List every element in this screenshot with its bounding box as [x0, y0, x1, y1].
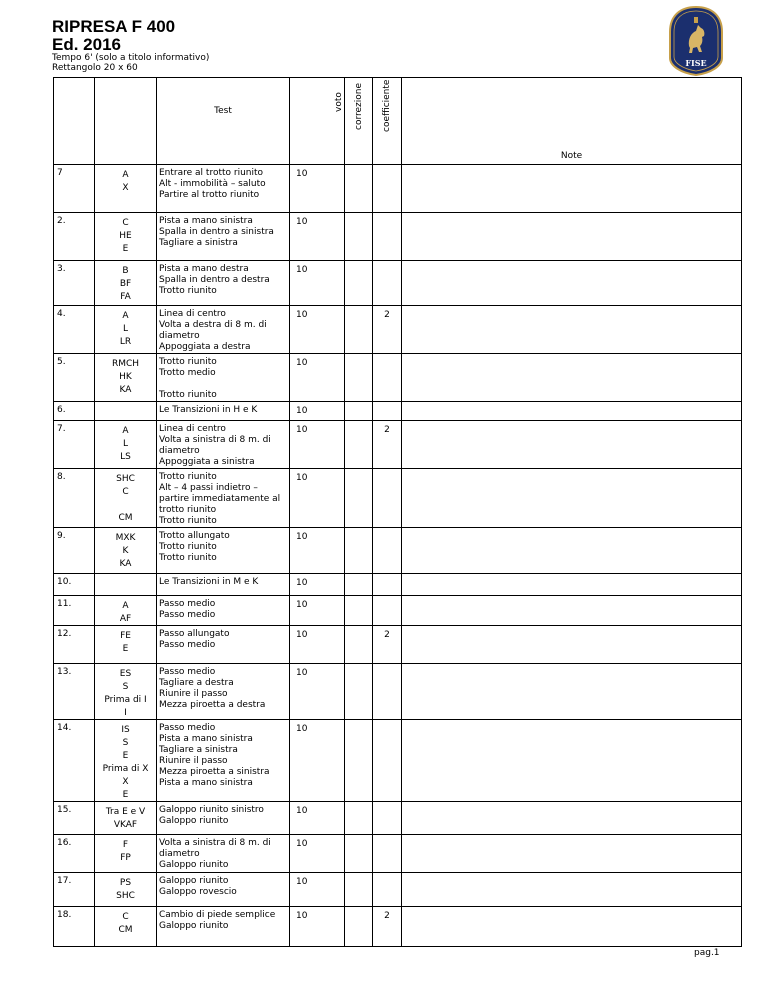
- row-position: [95, 261, 157, 306]
- position-label: [95, 498, 156, 511]
- position-label: HE: [119, 231, 132, 241]
- row-test: [157, 835, 290, 873]
- row-correzione: [345, 421, 373, 469]
- row-test: [157, 907, 290, 947]
- row-coefficiente: [373, 354, 402, 402]
- header-pos-cell: [95, 78, 157, 165]
- row-voto: 10: [290, 528, 345, 574]
- row-correzione: [345, 802, 373, 835]
- row-number: 15.: [54, 802, 95, 835]
- test-line: Pista a mano sinistra: [159, 734, 253, 744]
- row-note: [402, 469, 742, 528]
- row-position: [95, 354, 157, 402]
- position-label: A: [122, 170, 129, 180]
- test-line: Trotto riunito: [159, 286, 217, 296]
- position-label: AF: [119, 614, 132, 624]
- row-coefficiente: [373, 664, 402, 720]
- test-line: Spalla in dentro a sinistra: [159, 227, 274, 237]
- row-voto: 10: [290, 802, 345, 835]
- position-label: E: [122, 244, 129, 254]
- title-line-1: RIPRESA F 400: [52, 17, 176, 36]
- table-row: [54, 213, 742, 261]
- row-correzione: [345, 873, 373, 907]
- position-label: E: [122, 751, 129, 761]
- row-note: [402, 626, 742, 664]
- test-line: Alt - immobilità – saluto: [159, 179, 266, 189]
- row-number: 6.: [54, 402, 95, 421]
- row-note: [402, 873, 742, 907]
- row-number: 13.: [54, 664, 95, 720]
- row-coefficiente: 2: [373, 306, 402, 354]
- row-correzione: [345, 596, 373, 626]
- row-number: 10.: [54, 574, 95, 596]
- row-number: 4.: [54, 306, 95, 354]
- test-line: Galoppo riunito: [159, 816, 229, 826]
- row-test: [157, 165, 290, 213]
- row-test: [157, 626, 290, 664]
- test-line: partire immediatamente al: [159, 494, 281, 504]
- row-correzione: [345, 402, 373, 421]
- position-label: A: [122, 311, 129, 321]
- row-position: [95, 469, 157, 528]
- row-note: [402, 720, 742, 802]
- row-voto: 10: [290, 626, 345, 664]
- table-row: [54, 626, 742, 664]
- row-number: 12.: [54, 626, 95, 664]
- position-label: C: [122, 218, 129, 228]
- row-note: [402, 835, 742, 873]
- position-label: S: [122, 738, 129, 748]
- test-line: diametro: [159, 331, 200, 341]
- fise-logo: [667, 6, 725, 76]
- test-line: Tagliare a destra: [159, 678, 234, 688]
- position-label: C: [122, 912, 129, 922]
- test-line: Riunire il passo: [159, 756, 228, 766]
- test-line: Galoppo riunito: [159, 876, 229, 886]
- row-voto: 10: [290, 402, 345, 421]
- row-correzione: [345, 720, 373, 802]
- test-line: Galoppo rovescio: [159, 887, 237, 897]
- row-note: [402, 596, 742, 626]
- row-correzione: [345, 574, 373, 596]
- row-number: 5.: [54, 354, 95, 402]
- row-coefficiente: [373, 469, 402, 528]
- row-position: [95, 528, 157, 574]
- row-correzione: [345, 261, 373, 306]
- row-test: [157, 306, 290, 354]
- row-note: [402, 421, 742, 469]
- row-note: [402, 528, 742, 574]
- row-note: [402, 574, 742, 596]
- row-voto: 10: [290, 596, 345, 626]
- position-label: LR: [119, 337, 132, 347]
- row-number: 3.: [54, 261, 95, 306]
- row-note: [402, 261, 742, 306]
- row-note: [402, 802, 742, 835]
- table-row: [54, 873, 742, 907]
- row-coefficiente: [373, 873, 402, 907]
- row-correzione: [345, 664, 373, 720]
- row-voto: 10: [290, 720, 345, 802]
- row-position: [95, 873, 157, 907]
- position-label: MXK: [115, 533, 136, 543]
- position-label: LS: [120, 452, 131, 462]
- position-label: CM: [118, 513, 133, 523]
- row-voto: 10: [290, 907, 345, 947]
- test-line: Passo medio: [159, 667, 216, 677]
- position-label: E: [122, 790, 129, 800]
- page-title: [52, 18, 175, 54]
- row-number: 9.: [54, 528, 95, 574]
- test-line: Galoppo riunito: [159, 860, 229, 870]
- position-label: FA: [120, 292, 131, 302]
- header-correzione: [345, 78, 373, 165]
- row-voto: 10: [290, 165, 345, 213]
- test-line: [159, 379, 287, 390]
- position-label: L: [122, 324, 128, 334]
- test-line: Cambio di piede semplice: [159, 910, 276, 920]
- test-line: Trotto riunito: [159, 357, 217, 367]
- row-test: [157, 596, 290, 626]
- row-number: 16.: [54, 835, 95, 873]
- position-label: F: [122, 840, 129, 850]
- table-row: [54, 469, 742, 528]
- subtitle-line-1: Tempo 6' (solo a titolo informativo): [52, 53, 210, 63]
- row-correzione: [345, 835, 373, 873]
- row-position: [95, 802, 157, 835]
- test-line: Trotto riunito: [159, 472, 217, 482]
- position-label: ES: [119, 669, 132, 679]
- row-number: 2.: [54, 213, 95, 261]
- test-line: Appoggiata a sinistra: [159, 457, 255, 467]
- test-line: Linea di centro: [159, 309, 226, 319]
- row-voto: 10: [290, 213, 345, 261]
- position-label: IS: [121, 725, 130, 735]
- row-voto: 10: [290, 261, 345, 306]
- position-label: BF: [119, 279, 132, 289]
- position-label: X: [122, 183, 129, 193]
- test-line: Partire al trotto riunito: [159, 190, 260, 200]
- header-coefficiente: [373, 78, 402, 165]
- test-line: Galoppo riunito: [159, 921, 229, 931]
- row-note: [402, 402, 742, 421]
- row-test: [157, 802, 290, 835]
- row-correzione: [345, 165, 373, 213]
- position-label: PS: [119, 878, 132, 888]
- row-position: [95, 720, 157, 802]
- row-number: 17.: [54, 873, 95, 907]
- row-test: [157, 664, 290, 720]
- row-coefficiente: 2: [373, 907, 402, 947]
- test-line: Tagliare a sinistra: [159, 238, 238, 248]
- test-line: Alt – 4 passi indietro –: [159, 483, 258, 493]
- test-line: Le Transizioni in M e K: [159, 577, 259, 587]
- test-line: Volta a destra di 8 m. di: [159, 320, 267, 330]
- row-number: 8.: [54, 469, 95, 528]
- test-line: Passo medio: [159, 723, 216, 733]
- table-row: [54, 720, 742, 802]
- row-coefficiente: [373, 402, 402, 421]
- test-line: Spalla in dentro a destra: [159, 275, 270, 285]
- row-position: [95, 421, 157, 469]
- position-label: CM: [118, 925, 133, 935]
- position-label: K: [122, 546, 129, 556]
- row-voto: 10: [290, 469, 345, 528]
- row-coefficiente: [373, 528, 402, 574]
- row-number: 18.: [54, 907, 95, 947]
- position-label: FE: [120, 631, 131, 641]
- header-note: Note: [402, 78, 742, 165]
- table-row: [54, 421, 742, 469]
- table-row: [54, 261, 742, 306]
- position-label: SHC: [116, 474, 135, 484]
- test-line: Mezza piroetta a destra: [159, 700, 266, 710]
- test-line: Trotto riunito: [159, 390, 217, 400]
- row-position: [95, 165, 157, 213]
- test-line: Entrare al trotto riunito: [159, 168, 264, 178]
- row-correzione: [345, 907, 373, 947]
- row-test: [157, 354, 290, 402]
- test-line: Pista a mano sinistra: [159, 778, 253, 788]
- test-line: Trotto allungato: [159, 531, 230, 541]
- row-test: [157, 873, 290, 907]
- position-label: Tra E e V: [105, 807, 146, 817]
- row-coefficiente: [373, 165, 402, 213]
- table-row: [54, 596, 742, 626]
- position-label: C: [122, 487, 129, 497]
- position-label: KA: [119, 559, 132, 569]
- row-test: [157, 574, 290, 596]
- title-line-2: Ed. 2016: [52, 35, 121, 54]
- row-number: 14.: [54, 720, 95, 802]
- row-position: [95, 596, 157, 626]
- row-correzione: [345, 528, 373, 574]
- row-coefficiente: 2: [373, 626, 402, 664]
- row-position: [95, 835, 157, 873]
- test-line: Pista a mano destra: [159, 264, 249, 274]
- row-number: 7.: [54, 421, 95, 469]
- row-coefficiente: [373, 213, 402, 261]
- page-number: pag.1: [694, 948, 720, 958]
- test-line: Passo allungato: [159, 629, 230, 639]
- test-line: diametro: [159, 446, 200, 456]
- position-label: E: [122, 644, 129, 654]
- test-line: Pista a mano sinistra: [159, 216, 253, 226]
- position-label: RMCH: [111, 359, 140, 369]
- row-note: [402, 907, 742, 947]
- position-label: A: [122, 601, 129, 611]
- position-label: L: [122, 439, 128, 449]
- test-line: Le Transizioni in H e K: [159, 405, 258, 415]
- table-row: [54, 664, 742, 720]
- table-header-row: [54, 78, 742, 165]
- table-row: [54, 907, 742, 947]
- test-line: Mezza piroetta a sinistra: [159, 767, 270, 777]
- header-coefficiente-label: coefficiente: [382, 79, 392, 132]
- row-position: [95, 664, 157, 720]
- position-label: FP: [120, 853, 131, 863]
- table-row: [54, 306, 742, 354]
- row-correzione: [345, 626, 373, 664]
- row-voto: 10: [290, 664, 345, 720]
- row-voto: 10: [290, 421, 345, 469]
- row-test: [157, 402, 290, 421]
- table-row: [54, 165, 742, 213]
- row-position: [95, 574, 157, 596]
- row-position: [95, 306, 157, 354]
- test-line: Trotto riunito: [159, 542, 217, 552]
- table-row: [54, 574, 742, 596]
- header-num-cell: [54, 78, 95, 165]
- row-voto: 10: [290, 574, 345, 596]
- row-coefficiente: [373, 261, 402, 306]
- row-number: 11.: [54, 596, 95, 626]
- position-label: SHC: [116, 891, 135, 901]
- row-coefficiente: [373, 720, 402, 802]
- test-line: Appoggiata a destra: [159, 342, 251, 352]
- row-note: [402, 306, 742, 354]
- row-position: [95, 213, 157, 261]
- row-test: [157, 720, 290, 802]
- row-test: [157, 421, 290, 469]
- table-row: [54, 528, 742, 574]
- test-line: Riunire il passo: [159, 689, 228, 699]
- header-voto: [290, 78, 345, 165]
- position-label: Prima di I: [104, 695, 147, 705]
- row-test: [157, 528, 290, 574]
- row-number: 7: [54, 165, 95, 213]
- test-line: Galoppo riunito sinistro: [159, 805, 264, 815]
- row-test: [157, 213, 290, 261]
- row-position: [95, 402, 157, 421]
- test-line: Volta a sinistra di 8 m. di: [159, 838, 271, 848]
- subtitle: [52, 53, 209, 73]
- test-line: diametro: [159, 849, 200, 859]
- subtitle-line-2: Rettangolo 20 x 60: [52, 63, 138, 73]
- test-line: Trotto riunito: [159, 516, 217, 526]
- row-test: [157, 469, 290, 528]
- position-label: I: [124, 708, 127, 718]
- row-voto: 10: [290, 873, 345, 907]
- row-note: [402, 213, 742, 261]
- row-coefficiente: [373, 596, 402, 626]
- row-correzione: [345, 469, 373, 528]
- row-note: [402, 354, 742, 402]
- test-line: Passo medio: [159, 640, 216, 650]
- row-test: [157, 261, 290, 306]
- row-note: [402, 165, 742, 213]
- row-voto: 10: [290, 354, 345, 402]
- test-line: Volta a sinistra di 8 m. di: [159, 435, 271, 445]
- row-coefficiente: [373, 802, 402, 835]
- row-voto: 10: [290, 835, 345, 873]
- test-line: Passo medio: [159, 610, 216, 620]
- position-label: KA: [119, 385, 132, 395]
- row-note: [402, 664, 742, 720]
- position-label: B: [122, 266, 129, 276]
- table-row: [54, 802, 742, 835]
- logo-text: FISE: [685, 58, 707, 68]
- test-line: Passo medio: [159, 599, 216, 609]
- test-line: Tagliare a sinistra: [159, 745, 238, 755]
- row-coefficiente: 2: [373, 421, 402, 469]
- row-coefficiente: [373, 835, 402, 873]
- row-correzione: [345, 354, 373, 402]
- row-correzione: [345, 306, 373, 354]
- position-label: S: [122, 682, 129, 692]
- position-label: HK: [119, 372, 132, 382]
- test-line: Linea di centro: [159, 424, 226, 434]
- table-row: [54, 835, 742, 873]
- table-row: [54, 354, 742, 402]
- row-correzione: [345, 213, 373, 261]
- position-label: VKAF: [113, 820, 138, 830]
- row-coefficiente: [373, 574, 402, 596]
- position-label: A: [122, 426, 129, 436]
- score-sheet-table: [53, 77, 742, 947]
- test-line: Trotto medio: [159, 368, 216, 378]
- row-position: [95, 907, 157, 947]
- header-test: Test: [157, 78, 290, 165]
- test-line: trotto riunito: [159, 505, 217, 515]
- position-label: Prima di X: [102, 764, 149, 774]
- row-position: [95, 626, 157, 664]
- row-voto: 10: [290, 306, 345, 354]
- table-row: [54, 402, 742, 421]
- position-label: X: [122, 777, 129, 787]
- test-line: Trotto riunito: [159, 553, 217, 563]
- header-voto-label: voto: [334, 92, 344, 112]
- header-correzione-label: correzione: [354, 82, 364, 130]
